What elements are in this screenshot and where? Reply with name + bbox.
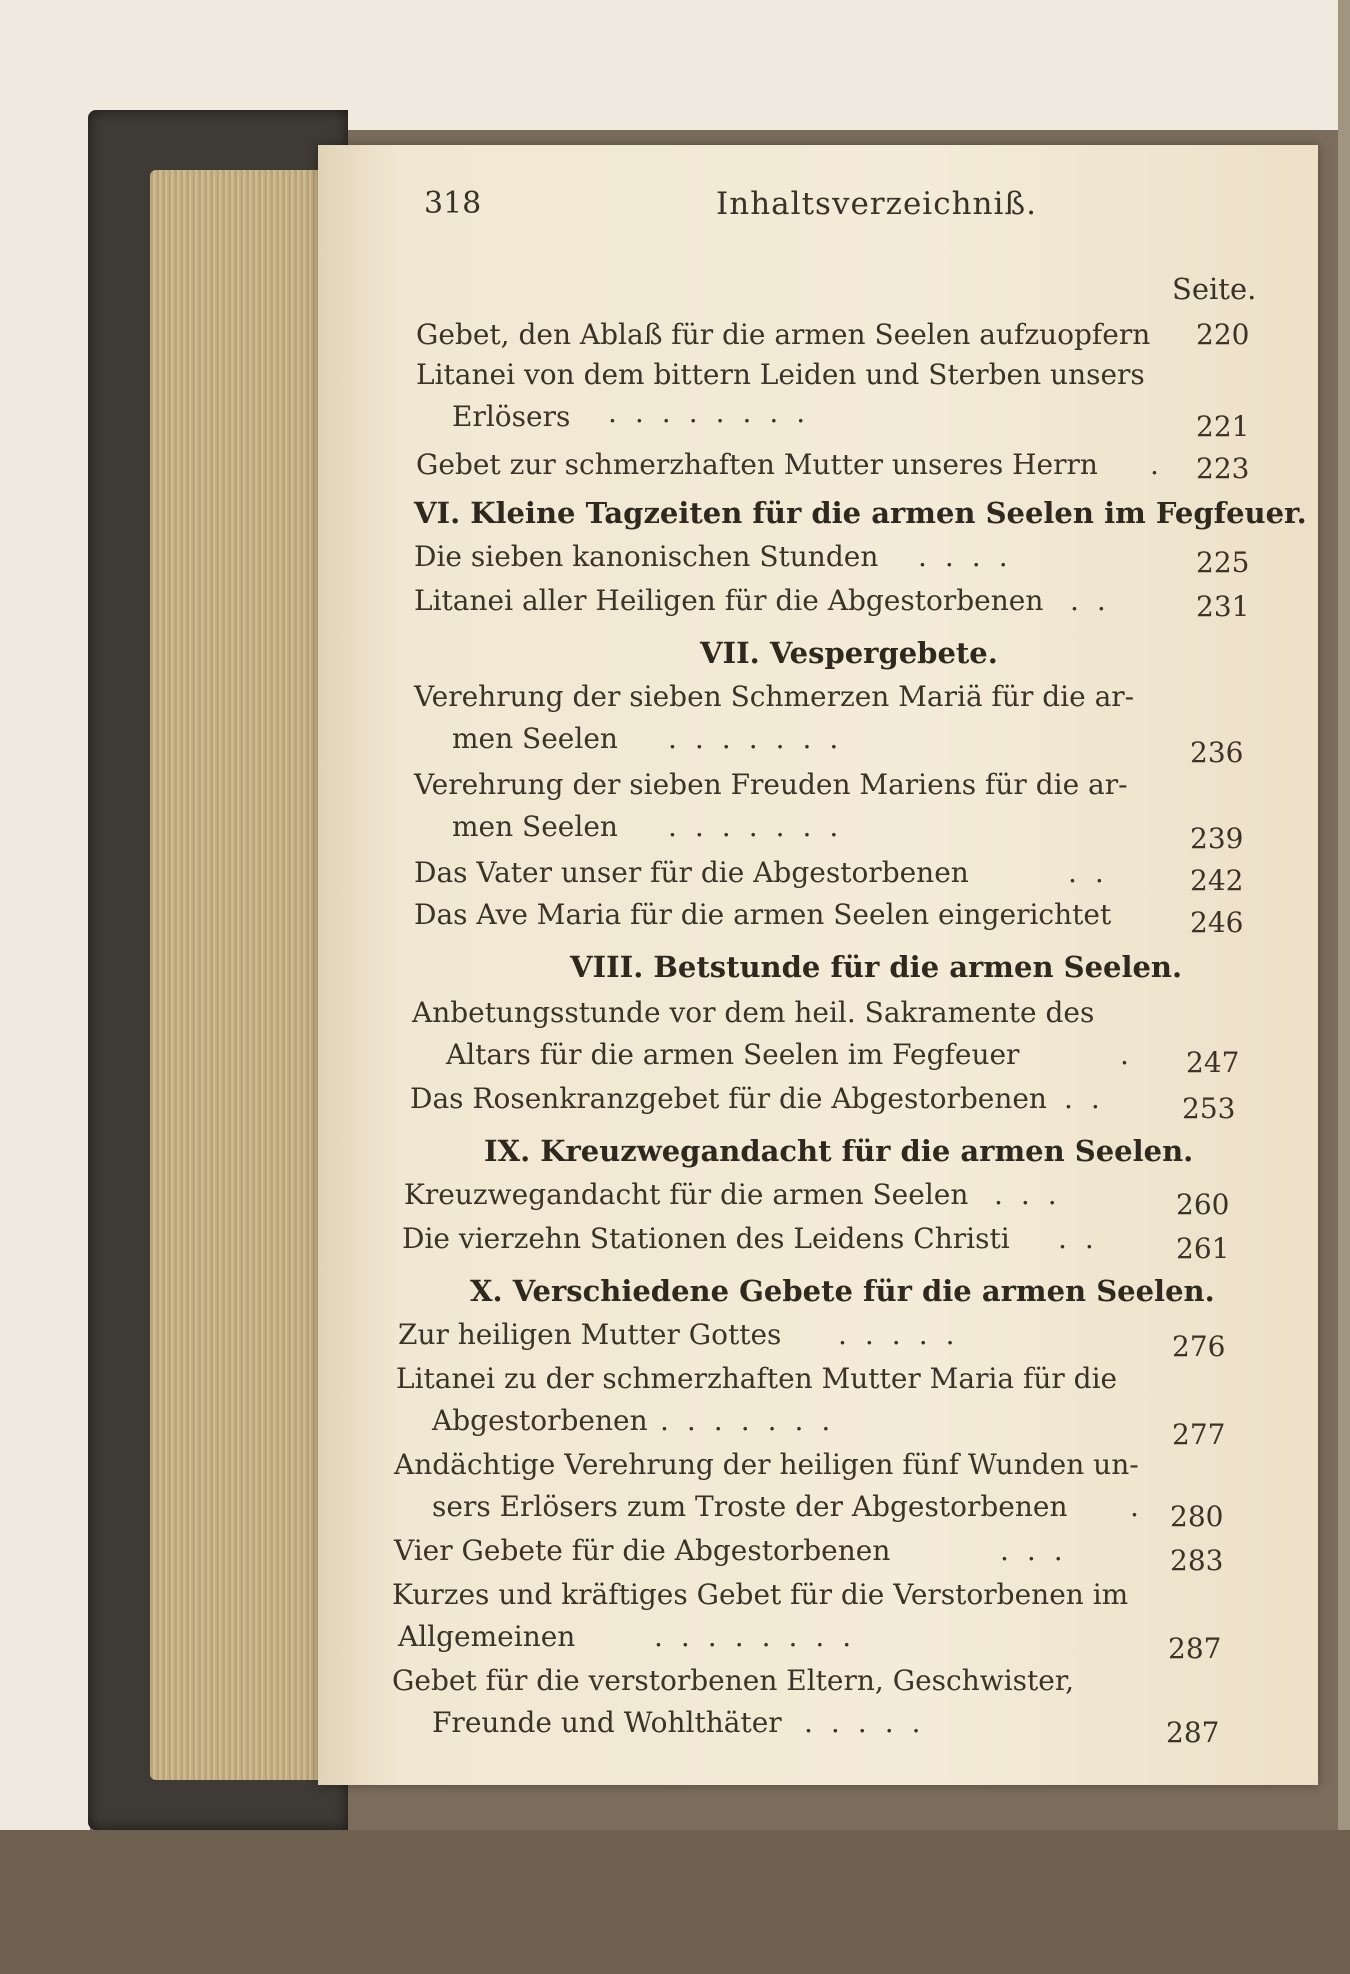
- leader-dots: .....: [804, 1706, 939, 1739]
- toc-entry-text: Litanei aller Heiligen für die Abgestorbenen: [414, 584, 1044, 617]
- toc-entry-text: Litanei zu der schmerzhaften Mutter Maria für die: [396, 1362, 1118, 1395]
- toc-entry-page: 236: [1190, 736, 1244, 769]
- toc-entry-page: 242: [1190, 864, 1244, 897]
- page-edges: [150, 170, 335, 1780]
- leader-dots: .: [1130, 1490, 1157, 1523]
- toc-entry-page: 283: [1170, 1544, 1224, 1577]
- toc-entry-text: Die sieben kanonischen Stunden: [414, 540, 879, 573]
- leader-dots: .....: [838, 1318, 973, 1351]
- toc-entry-page: 231: [1196, 590, 1250, 623]
- toc-entry-page: 287: [1166, 1716, 1220, 1749]
- toc-entry-continuation: men Seelen: [452, 722, 618, 755]
- toc-entry-text: Vier Gebete für die Abgestorbenen: [394, 1534, 891, 1567]
- toc-entry-text: Zur heiligen Mutter Gottes: [398, 1318, 782, 1351]
- toc-entry-text: Verehrung der sieben Schmerzen Mariä für die ar-: [414, 680, 1135, 713]
- leader-dots: ........: [654, 1620, 870, 1653]
- toc-entry-page: 260: [1176, 1188, 1230, 1221]
- toc-entry-page: 247: [1186, 1046, 1240, 1079]
- section-heading: VIII. Betstunde für die armen Seelen.: [570, 950, 1183, 984]
- page-title: Inhaltsverzeichniß.: [716, 186, 1037, 222]
- leader-dots: ..: [1068, 856, 1122, 889]
- toc-entry-text: Das Ave Maria für die armen Seelen eingerichtet: [414, 898, 1112, 931]
- toc-entry-text: Anbetungsstunde vor dem heil. Sakramente des: [412, 996, 1095, 1029]
- page-number: 318: [424, 186, 482, 221]
- leader-dots: .: [1150, 448, 1177, 481]
- section-heading: IX. Kreuzwegandacht für die armen Seelen.: [484, 1134, 1194, 1168]
- toc-entry-text: Das Vater unser für die Abgestorbenen: [414, 856, 969, 889]
- toc-entry-continuation: Altars für die armen Seelen im Fegfeuer: [446, 1038, 1020, 1071]
- section-heading: X. Verschiedene Gebete für die armen Seelen.: [470, 1274, 1215, 1308]
- leader-dots: .: [1120, 1038, 1147, 1071]
- toc-entry-text: Gebet für die verstorbenen Eltern, Geschwister,: [392, 1664, 1075, 1697]
- toc-entry-page: 277: [1172, 1418, 1226, 1451]
- toc-entry-text: Gebet, den Ablaß für die armen Seelen aufzuopfern: [416, 318, 1151, 351]
- toc-entry-text: Die vierzehn Stationen des Leidens Christi: [402, 1222, 1010, 1255]
- toc-entry-text: Verehrung der sieben Freuden Mariens für die ar-: [414, 768, 1128, 801]
- leader-dots: ...: [1000, 1534, 1081, 1567]
- toc-entry-continuation: men Seelen: [452, 810, 618, 843]
- toc-entry-page: 239: [1190, 822, 1244, 855]
- toc-entry-page: 220: [1196, 318, 1250, 351]
- toc-entry-text: Andächtige Verehrung der heiligen fünf Wunden un-: [394, 1448, 1139, 1481]
- leader-dots: .......: [668, 722, 857, 755]
- toc-entry-page: 287: [1168, 1632, 1222, 1665]
- leader-dots: ..: [1058, 1222, 1112, 1255]
- section-heading: VII. Vespergebete.: [700, 636, 998, 670]
- toc-entry-page: 223: [1196, 452, 1250, 485]
- toc-entry-continuation: Allgemeinen: [398, 1620, 576, 1653]
- background-left: [0, 0, 90, 1974]
- leader-dots: ...: [994, 1178, 1075, 1211]
- leader-dots: .......: [668, 810, 857, 843]
- background-bottom: [0, 1830, 1350, 1974]
- toc-entry-page: 276: [1172, 1330, 1226, 1363]
- toc-entry-page: 221: [1196, 410, 1250, 443]
- leader-dots: ..: [1070, 584, 1124, 617]
- leader-dots: .......: [660, 1404, 849, 1437]
- leader-dots: ....: [918, 540, 1026, 573]
- toc-entry-text: Das Rosenkranzgebet für die Abgestorbenen: [410, 1082, 1047, 1115]
- toc-entry-continuation: Abgestorbenen: [432, 1404, 648, 1437]
- leader-dots: ........: [608, 396, 824, 429]
- section-heading: VI. Kleine Tagzeiten für die armen Seelen im Fegfeuer.: [414, 496, 1307, 530]
- toc-entry-page: 261: [1176, 1232, 1230, 1265]
- toc-entry-text: Kurzes und kräftiges Gebet für die Verstorbenen im: [392, 1578, 1129, 1611]
- toc-entry-page: 280: [1170, 1500, 1224, 1533]
- toc-entry-page: 225: [1196, 546, 1250, 579]
- toc-entry-text: Litanei von dem bittern Leiden und Sterben unsers: [416, 358, 1145, 391]
- toc-entry-continuation: Freunde und Wohlthäter: [432, 1706, 782, 1739]
- toc-entry-continuation: Erlösers: [452, 400, 571, 433]
- toc-entry-continuation: sers Erlösers zum Troste der Abgestorbenen: [432, 1490, 1068, 1523]
- toc-entry-page: 253: [1182, 1092, 1236, 1125]
- toc-entry-page: 246: [1190, 906, 1244, 939]
- toc-entry-text: Gebet zur schmerzhaften Mutter unseres Herrn: [416, 448, 1098, 481]
- seite-column-label: Seite.: [1172, 272, 1257, 306]
- toc-entry-text: Kreuzwegandacht für die armen Seelen: [404, 1178, 969, 1211]
- background-right: [1338, 0, 1350, 1974]
- leader-dots: ..: [1064, 1082, 1118, 1115]
